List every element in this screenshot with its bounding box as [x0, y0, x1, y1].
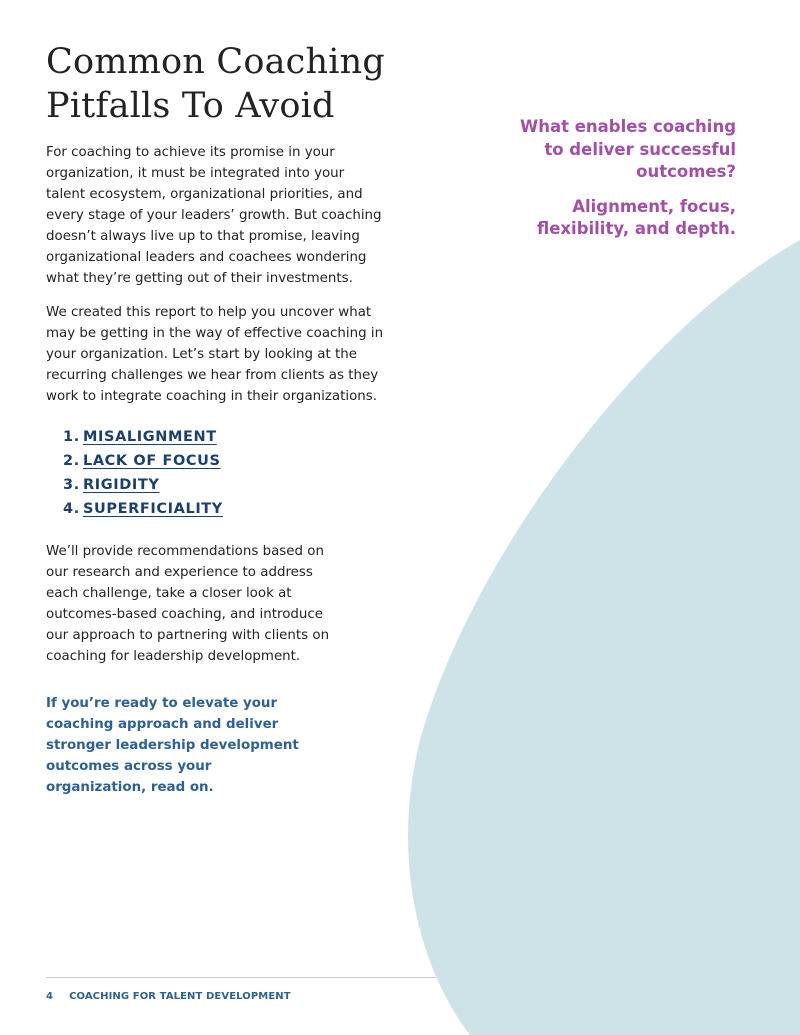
pull-quote-answer: Alignment, focus, flexibility, and depth.: [536, 196, 736, 238]
running-title: COACHING FOR TALENT DEVELOPMENT: [69, 991, 291, 1002]
page-title: [46, 40, 466, 128]
pitfall-item: [63, 425, 223, 449]
pitfall-number: 4.: [63, 501, 80, 517]
page-number: 4: [46, 991, 54, 1002]
teal-blob: [408, 240, 800, 1035]
pitfall-item: [63, 449, 223, 473]
pitfall-number: 2.: [63, 453, 80, 469]
pitfall-item: [63, 473, 223, 497]
pitfalls-list: [63, 425, 223, 521]
pitfall-link-misalignment[interactable]: MISALIGNMENT: [83, 429, 217, 445]
footer-divider: [46, 977, 436, 978]
pitfall-link-superficiality[interactable]: SUPERFICIALITY: [83, 501, 223, 517]
pitfall-number: 1.: [63, 429, 80, 445]
pitfall-link-rigidity[interactable]: RIGIDITY: [83, 477, 160, 493]
call-to-action: If you’re ready to elevate your coaching approach and deliver stronger leadership development outcomes across your organization, read on.: [46, 696, 299, 795]
pitfall-item: [63, 497, 223, 521]
pitfall-link-lack-of-focus[interactable]: LACK OF FOCUS: [83, 453, 221, 469]
intro-paragraph-2: We created this report to help you uncover what may be getting in the way of effective coaching in your organization. Let’s start by looking at the recurring challenges we hear from clients as they work to integrate coaching in their organizations.: [46, 305, 384, 404]
page-title-line-2: Pitfalls To Avoid: [46, 86, 335, 126]
page-title-line-1: Common Coaching: [46, 42, 385, 82]
pull-quote-question: What enables coaching to deliver successful outcomes?: [520, 117, 736, 181]
page-footer: [46, 991, 291, 1002]
intro-paragraph-1: For coaching to achieve its promise in your organization, it must be integrated into your talent ecosystem, organizational priorities, and every stage of your leaders’ growth. But coaching doesn’t always live up to that promise, leaving organizational leaders and coachees wondering what they’re getting out of their investments.: [46, 145, 382, 286]
recommendations-paragraph: We’ll provide recommendations based on our research and experience to address each challenge, take a closer look at outcomes-based coaching, and introduce our approach to partnering with clients on coaching for leadership development.: [46, 544, 330, 664]
pull-quote: [496, 116, 736, 241]
pitfall-number: 3.: [63, 477, 80, 493]
